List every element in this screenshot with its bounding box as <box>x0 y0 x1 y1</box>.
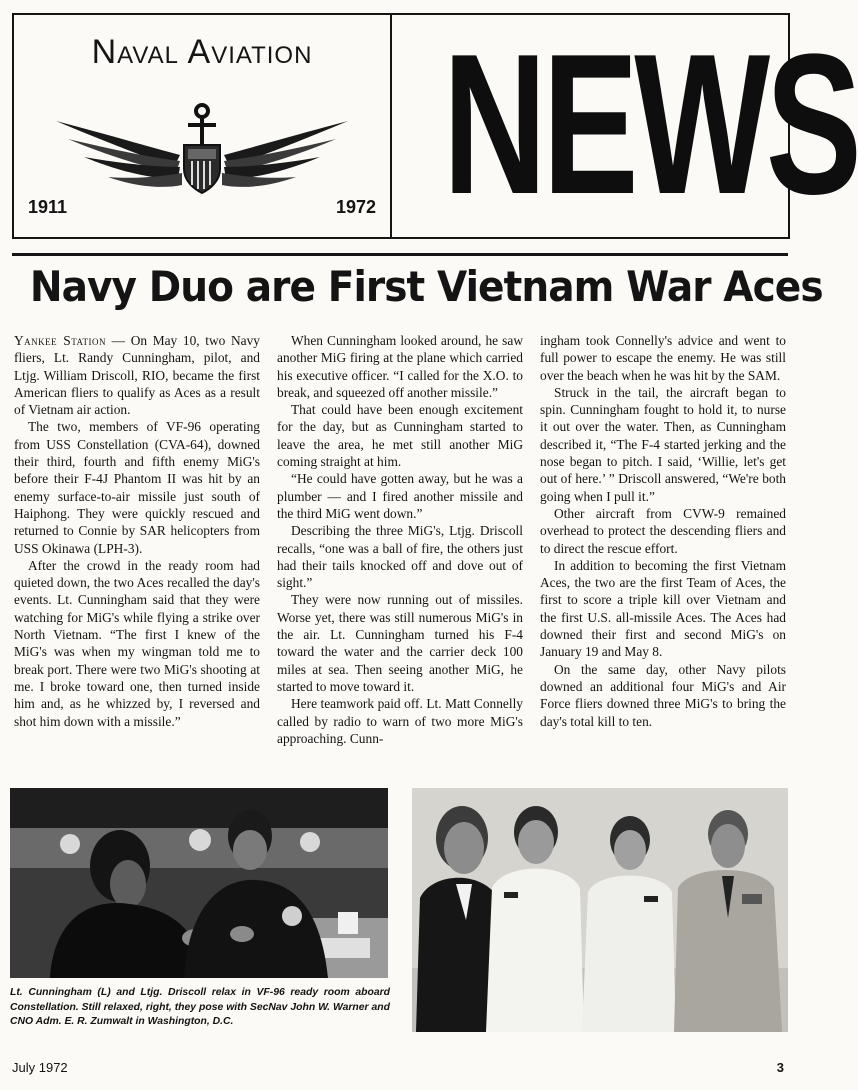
article-paragraph: Struck in the tail, the aircraft began to spin. Cunningham fought to hold it, to nurse it out over the water. Then, as Cunningham described it, “The F-4 started jerking and the nose began to pitch. I said, ‘Willie, let's get out of here.’ ” Driscoll answered, “We're both going when I pull it.” <box>540 384 786 504</box>
article-paragraph: That could have been enough excitement for the day, but as Cunningham started to leave the area, he met still another MiG coming straight at him. <box>277 402 523 470</box>
ready-room-photo-image <box>10 788 388 978</box>
article-paragraph: Describing the three MiG's, Ltjg. Driscoll recalls, “one was a ball of fire, the others just had their tails knocked off and dove out of sight.” <box>277 523 523 591</box>
article-paragraph: When Cunningham looked around, he saw another MiG firing at the plane which carried his executive officer. “I called for the X.O. to break, and squeezed off another missile.” <box>277 333 523 400</box>
washington-group-photo-image <box>412 788 788 1032</box>
article-paragraph: On the same day, other Navy pilots downed an additional four MiG's and Air Force fliers downed three MiG's to bring the day's total kill to ten. <box>540 661 786 729</box>
masthead-title-box <box>12 13 392 239</box>
article-paragraph: “He could have gotten away, but he was a plumber — and I fired another missile and the third MiG went down.” <box>277 471 523 521</box>
article-paragraph: Other aircraft from CVW-9 remained overhead to protect the descending fliers and to direct the rescue effort. <box>540 505 786 556</box>
article-paragraph: They were now running out of missiles. Worse yet, there was still numerous MiG's in the air. Lt. Cunningham turned his F-4 toward the water and the carrier deck 100 miles at sea. Then seeing another MiG, he started to move toward it. <box>277 592 523 694</box>
issue-date: July 1972 <box>12 1060 68 1075</box>
ready-room-photo <box>10 788 388 978</box>
article-paragraph: ingham took Connelly's advice and went to full power to escape the enemy. He was still over the beach when he was hit by the SAM. <box>540 333 786 383</box>
article-column-1 <box>14 332 260 784</box>
article-column-3 <box>540 332 786 784</box>
naval-aviator-wings-icon <box>54 103 350 201</box>
washington-group-photo <box>412 788 788 1032</box>
article-body <box>14 332 786 784</box>
masthead <box>12 13 858 239</box>
photo-caption: Lt. Cunningham (L) and Ltjg. Driscoll relax in VF-96 ready room aboard Constellation. Still relaxed, right, they pose with SecNav John W. Warner and CNO Adm. E. R. Zumwalt in Washington, D.C. <box>10 987 390 1027</box>
article-paragraph: In addition to becoming the first Vietnam Aces, the two are the first Team of Aces, the first to score a triple kill over Vietnam and the first U.S. all-missile Aces. The Aces had downed their first and second MiG's on January 19 and May 8. <box>540 557 786 660</box>
page-number: 3 <box>776 1060 784 1075</box>
dateline: Yankee Station <box>14 333 107 348</box>
publication-title: Naval Aviation <box>91 33 313 71</box>
article-paragraph: Yankee Station — On May 10, two Navy fliers, Lt. Randy Cunningham, pilot, and Ltjg. William Driscoll, RIO, became the first American fliers to qualify as Aces as a result of Vietnam air action. <box>14 333 260 418</box>
article-column-2 <box>277 332 523 784</box>
founding-year: 1911 <box>28 197 68 217</box>
news-wordmark: NEWS <box>442 13 858 236</box>
article-paragraph: The two, members of VF-96 operating from USS Constellation (CVA-64), downed their third, fourth and fifth enemy MiG's before their F-4J Phantom II was hit by an enemy surface-to-air missile just south of Haiphong. They were quickly rescued and returned to Connie by SAR helicopters from USS Okinawa (LPH-3). <box>14 419 260 556</box>
headline-rule <box>12 253 788 256</box>
article-paragraph: After the crowd in the ready room had quieted down, the two Aces recalled the day's events. Lt. Cunningham said that they were watching for MiG's while flying a strike over North Vietnam. “The first I knew of the MiG's was when my wingman told me to break port. There were two MiG's shooting at me. I broke toward one, then turned inside him and, as he whizzed by, I reversed and shot him down with a missile.” <box>14 557 260 729</box>
headline-text: Navy Duo are First Vietnam War Aces <box>29 262 823 311</box>
masthead-news-box <box>390 13 858 239</box>
article-headline <box>0 262 823 311</box>
issue-year: 1972 <box>335 197 376 217</box>
article-paragraph: Here teamwork paid off. Lt. Matt Connelly called by radio to warn of two more MiG's approaching. Cunn- <box>277 696 523 746</box>
